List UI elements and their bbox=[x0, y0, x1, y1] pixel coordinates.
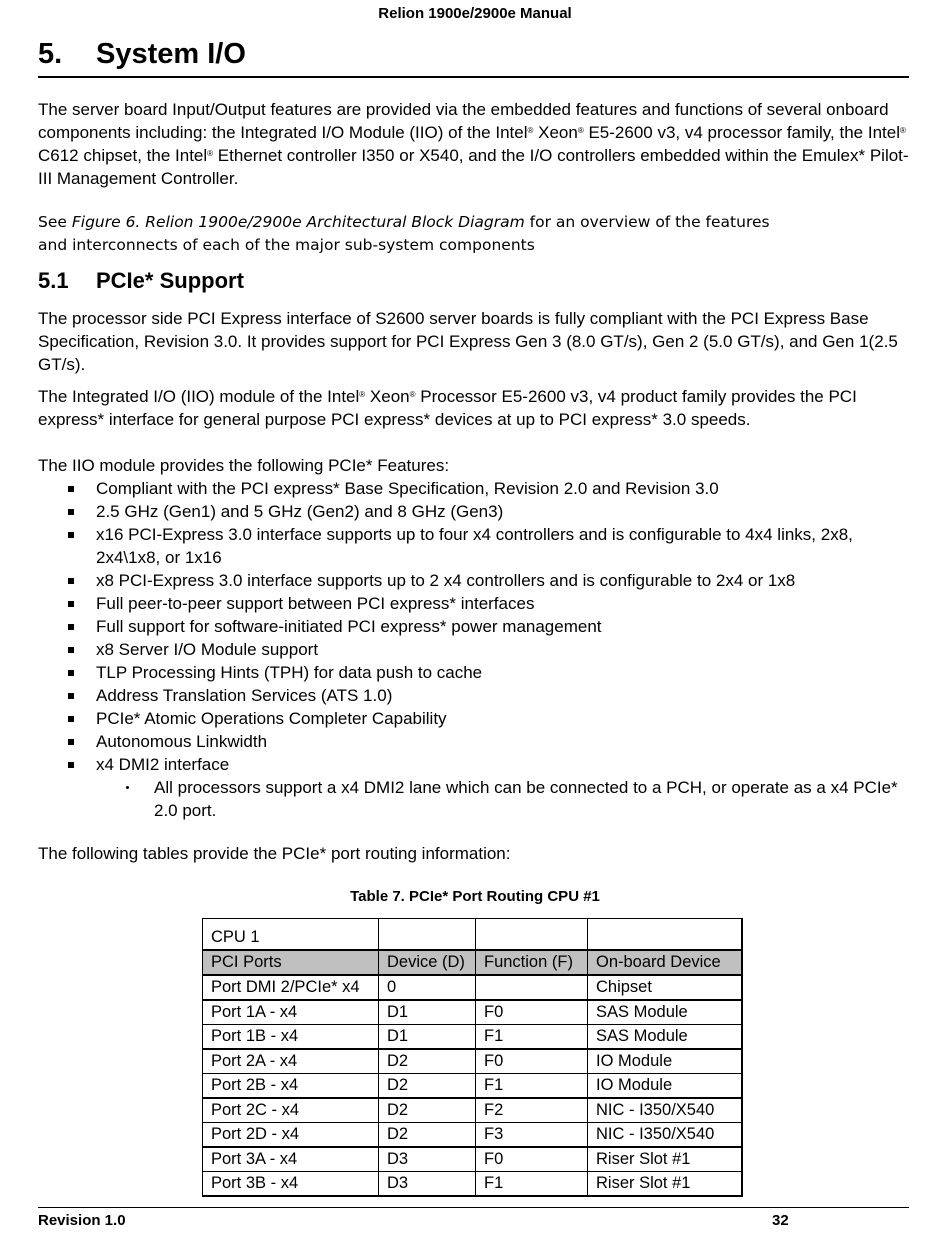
sub-list bbox=[96, 776, 910, 822]
list-item-text: Compliant with the PCI express* Base Specification, Revision 2.0 and Revision 3.0 bbox=[96, 479, 719, 498]
list-item-text: Address Translation Services (ATS 1.0) bbox=[96, 686, 393, 705]
table-cell: 0 bbox=[379, 975, 476, 1000]
table-cell: F1 bbox=[476, 1172, 588, 1197]
table-cell: D1 bbox=[379, 1000, 476, 1025]
list-item bbox=[38, 477, 910, 500]
table-header-cell: PCI Ports bbox=[203, 950, 379, 975]
bullet-square-icon bbox=[68, 486, 74, 492]
text-run: Processor E5-2600 v3, v4 product family provides the PCI express* interface for general purpose PCI express* devices at up to PCI express* 3.0 speeds. bbox=[38, 387, 857, 429]
text-run: The server board Input/Output features are provided via the embedded features and functions of several onboard components including: the Integrated I/O Module (IIO) of the Intel bbox=[38, 100, 889, 142]
text-run: Ethernet controller I350 or X540, and the I/O controllers embedded within the Emulex* Pilot-III Management Controller. bbox=[38, 146, 909, 188]
table-cell: D2 bbox=[379, 1098, 476, 1123]
table-cell: Riser Slot #1 bbox=[588, 1172, 742, 1197]
page-header: Relion 1900e/2900e Manual bbox=[378, 5, 572, 22]
text-run: for an overview of the features bbox=[524, 213, 770, 231]
table-cell bbox=[379, 919, 476, 951]
page-number: 32 bbox=[772, 1212, 789, 1229]
chapter-number: 5. bbox=[38, 38, 63, 70]
table-cell: IO Module bbox=[588, 1074, 742, 1099]
table-cell: SAS Module bbox=[588, 1025, 742, 1050]
table-header-cell: Device (D) bbox=[379, 950, 476, 975]
bullet-square-icon bbox=[68, 509, 74, 515]
table-row bbox=[203, 1000, 742, 1025]
see-figure-paragraph bbox=[38, 211, 910, 257]
table-cell: Port 1B - x4 bbox=[203, 1025, 379, 1050]
text-run: and interconnects of each of the major sub-system components bbox=[38, 236, 535, 254]
list-item bbox=[38, 500, 910, 523]
list-item bbox=[38, 753, 910, 822]
table-cell: Chipset bbox=[588, 975, 742, 1000]
table-cpu-row bbox=[203, 919, 742, 951]
list-item-text: PCIe* Atomic Operations Completer Capability bbox=[96, 709, 447, 728]
section-heading bbox=[38, 268, 244, 294]
list-item bbox=[38, 638, 910, 661]
table-cell: NIC - I350/X540 bbox=[588, 1123, 742, 1148]
sub-list-item bbox=[96, 776, 910, 822]
bullet-square-icon bbox=[68, 601, 74, 607]
table-cell: F2 bbox=[476, 1098, 588, 1123]
table-cell: Port 2D - x4 bbox=[203, 1123, 379, 1148]
table-cell: Riser Slot #1 bbox=[588, 1147, 742, 1172]
table-cell: F1 bbox=[476, 1074, 588, 1099]
table-cell: D2 bbox=[379, 1123, 476, 1148]
list-item bbox=[38, 592, 910, 615]
table-cell: D1 bbox=[379, 1025, 476, 1050]
registered-mark: ® bbox=[527, 126, 534, 135]
bullet-square-icon bbox=[68, 624, 74, 630]
text-run: E5-2600 v3, v4 processor family, the Intel bbox=[583, 123, 900, 142]
bullet-square-icon bbox=[68, 716, 74, 722]
text-run: Xeon bbox=[533, 123, 578, 142]
table-row bbox=[203, 1025, 742, 1050]
table-cell: F0 bbox=[476, 1147, 588, 1172]
table-header-cell: Function (F) bbox=[476, 950, 588, 975]
footer-revision: Revision 1.0 bbox=[38, 1212, 126, 1229]
tables-intro: The following tables provide the PCIe* port routing information: bbox=[38, 844, 511, 863]
list-item bbox=[38, 684, 910, 707]
intro-paragraph bbox=[38, 98, 910, 190]
table-cell: Port DMI 2/PCIe* x4 bbox=[203, 975, 379, 1000]
table-row bbox=[203, 975, 742, 1000]
table-cell: IO Module bbox=[588, 1049, 742, 1074]
bullet-dot-icon bbox=[126, 786, 129, 789]
list-item-text: TLP Processing Hints (TPH) for data push to cache bbox=[96, 663, 483, 682]
table-cell: F1 bbox=[476, 1025, 588, 1050]
table-cell: D2 bbox=[379, 1049, 476, 1074]
table-cell: Port 3A - x4 bbox=[203, 1147, 379, 1172]
registered-mark: ® bbox=[359, 390, 366, 399]
figure-reference-link[interactable]: Figure 6. Relion 1900e/2900e Architectural Block Diagram bbox=[71, 213, 525, 231]
text-run: Xeon bbox=[365, 387, 410, 406]
table-cell: F0 bbox=[476, 1000, 588, 1025]
registered-mark: ® bbox=[409, 390, 416, 399]
chapter-heading bbox=[38, 38, 909, 78]
port-routing-table bbox=[202, 918, 743, 1197]
bullet-square-icon bbox=[68, 578, 74, 584]
table-row bbox=[203, 1147, 742, 1172]
table-row bbox=[203, 1123, 742, 1148]
list-item-text: x8 Server I/O Module support bbox=[96, 640, 319, 659]
section-title: PCIe* Support bbox=[96, 268, 244, 293]
bullet-square-icon bbox=[68, 762, 74, 768]
features-intro: The IIO module provides the following PCIe* Features: bbox=[38, 456, 450, 475]
bullet-square-icon bbox=[68, 647, 74, 653]
table-cell: Port 2A - x4 bbox=[203, 1049, 379, 1074]
table-cell: F0 bbox=[476, 1049, 588, 1074]
text-run: The Integrated I/O (IIO) module of the Intel bbox=[38, 387, 360, 406]
table-row bbox=[203, 1098, 742, 1123]
table-row bbox=[203, 1172, 742, 1197]
table-cell: Port 1A - x4 bbox=[203, 1000, 379, 1025]
table-cell: Port 3B - x4 bbox=[203, 1172, 379, 1197]
registered-mark: ® bbox=[207, 149, 214, 158]
table-header-cell: On-board Device bbox=[588, 950, 742, 975]
table-cell: D3 bbox=[379, 1147, 476, 1172]
footer-divider bbox=[38, 1207, 909, 1208]
bullet-square-icon bbox=[68, 739, 74, 745]
list-item bbox=[38, 569, 910, 592]
table-cell bbox=[476, 975, 588, 1000]
bullet-square-icon bbox=[68, 693, 74, 699]
section-number: 5.1 bbox=[38, 268, 69, 293]
pcie-paragraph: The processor side PCI Express interface of S2600 server boards is fully compliant with the PCI Express Base Specification, Revision 3.0. It provides support for PCI Express Gen 3 (8.0 GT/s), Gen 2 (5.0 GT/s), and Gen 1(2.5 GT/s). bbox=[38, 309, 898, 374]
table-cell: NIC - I350/X540 bbox=[588, 1098, 742, 1123]
table-header-row bbox=[203, 950, 742, 975]
text-run: See bbox=[38, 213, 72, 231]
table-cell: D2 bbox=[379, 1074, 476, 1099]
feature-list bbox=[38, 477, 910, 822]
table-cell: Port 2B - x4 bbox=[203, 1074, 379, 1099]
registered-mark: ® bbox=[577, 126, 584, 135]
list-item-text: Autonomous Linkwidth bbox=[96, 732, 268, 751]
list-item bbox=[38, 707, 910, 730]
list-item bbox=[38, 615, 910, 638]
table-row bbox=[203, 1074, 742, 1099]
table-cell bbox=[476, 919, 588, 951]
table-row bbox=[203, 1049, 742, 1074]
list-item-text: x16 PCI-Express 3.0 interface supports up to four x4 controllers and is configurable to 4x4 links, 2x8, 2x4\1x8, or 1x16 bbox=[96, 525, 853, 567]
table-cell: F3 bbox=[476, 1123, 588, 1148]
table-cell: SAS Module bbox=[588, 1000, 742, 1025]
text-run: C612 chipset, the Intel bbox=[38, 146, 208, 165]
list-item bbox=[38, 730, 910, 753]
list-item-text: Full support for software-initiated PCI express* power management bbox=[96, 617, 602, 636]
list-item-text: Full peer-to-peer support between PCI express* interfaces bbox=[96, 594, 535, 613]
sub-list-item-text: All processors support a x4 DMI2 lane which can be connected to a PCH, or operate as a x4 PCIe* 2.0 port. bbox=[154, 778, 898, 820]
list-item bbox=[38, 523, 910, 569]
list-item-text: x8 PCI-Express 3.0 interface supports up to 2 x4 controllers and is configurable to 2x4 or 1x8 bbox=[96, 571, 796, 590]
table-cell bbox=[588, 919, 742, 951]
list-item-text: 2.5 GHz (Gen1) and 5 GHz (Gen2) and 8 GHz (Gen3) bbox=[96, 502, 504, 521]
bullet-square-icon bbox=[68, 532, 74, 538]
table-cell: D3 bbox=[379, 1172, 476, 1197]
chapter-title: System I/O bbox=[96, 38, 246, 70]
list-item bbox=[38, 661, 910, 684]
table-cell: CPU 1 bbox=[203, 919, 379, 951]
list-item-text: x4 DMI2 interface bbox=[96, 755, 230, 774]
bullet-square-icon bbox=[68, 670, 74, 676]
registered-mark: ® bbox=[899, 126, 906, 135]
table-caption: Table 7. PCIe* Port Routing CPU #1 bbox=[350, 888, 600, 905]
iio-paragraph bbox=[38, 385, 910, 431]
table-cell: Port 2C - x4 bbox=[203, 1098, 379, 1123]
